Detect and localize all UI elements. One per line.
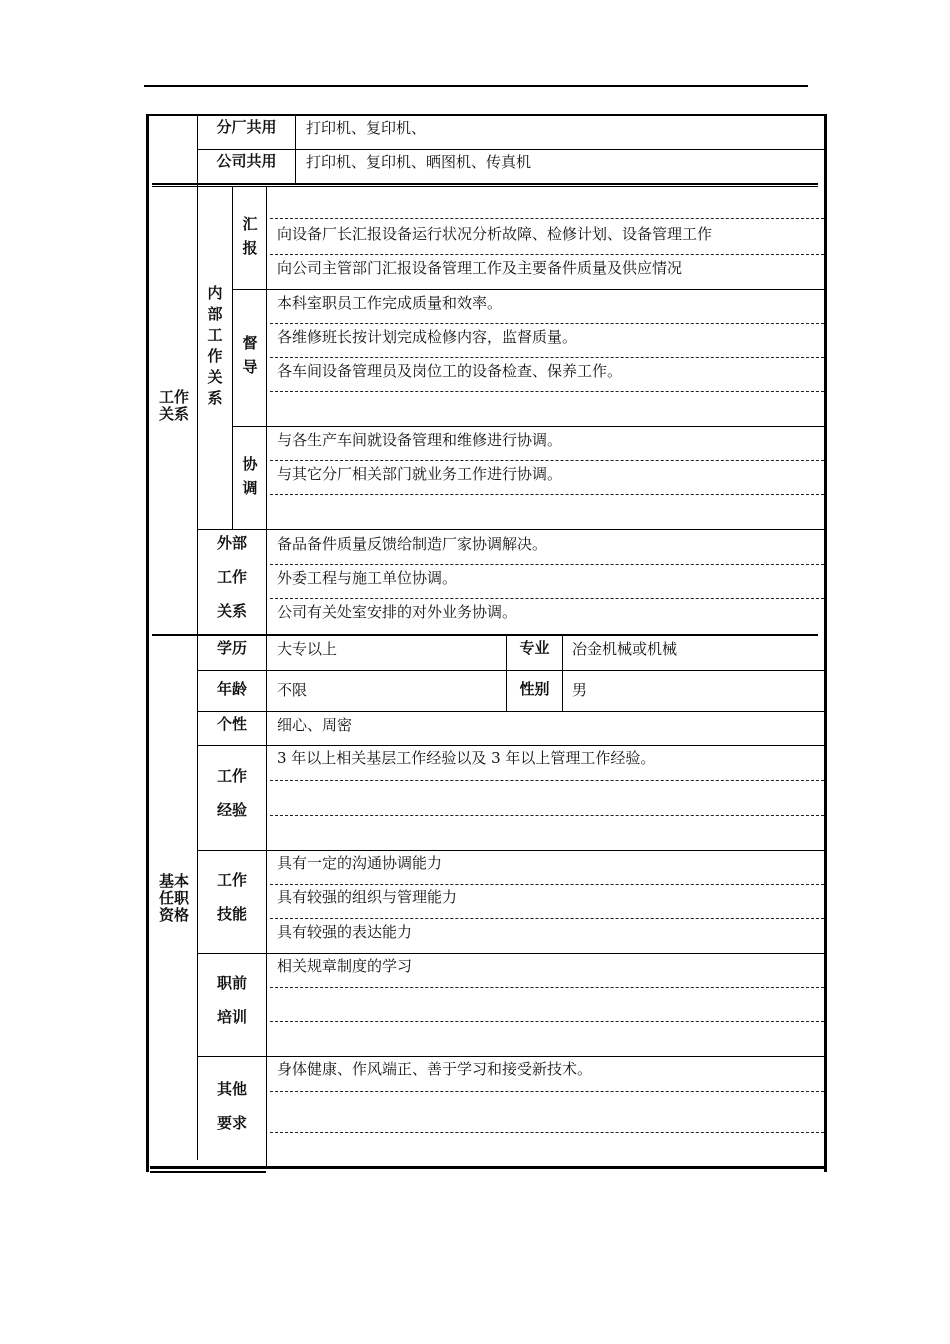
other-label-2: 要求 (216, 1114, 247, 1132)
coordinate-item-2: 与其它分厂相关部门就业务工作进行协调。 (277, 465, 563, 483)
dashed-line (270, 987, 824, 988)
relations-text-divider (266, 187, 267, 637)
external-item-2: 外委工程与施工单位协调。 (277, 569, 458, 587)
dashed-line (270, 391, 824, 392)
skills-row-bottom (197, 953, 825, 954)
education-label: 学历 (216, 639, 247, 657)
branch-shared-label: 分厂共用 (216, 118, 277, 136)
section-divider-1 (152, 183, 818, 185)
equip-row-line (197, 149, 825, 150)
report-item-1: 向设备厂长汇报设备运行状况分析故障、检修计划、设备管理工作 (277, 225, 713, 243)
supervise-bottom (233, 426, 825, 427)
external-label-3: 关系 (216, 602, 247, 620)
qual-text-divider (266, 636, 267, 1166)
internal-relations-label: 内 部 工 作 关 系 (207, 284, 223, 407)
qualifications-label: 基本 任职 资格 (158, 872, 189, 924)
company-shared-value: 打印机、复印机、晒图机、传真机 (306, 153, 532, 171)
supervise-label: 督 导 (242, 334, 258, 376)
age-value: 不限 (277, 681, 308, 699)
major-value: 冶金机械或机械 (572, 640, 678, 658)
dashed-line (270, 1091, 824, 1092)
edu-mid-divider-2 (562, 636, 563, 712)
skills-item-3: 具有较强的表达能力 (277, 923, 413, 941)
company-shared-label: 公司共用 (216, 152, 277, 170)
skills-item-1: 具有一定的沟通协调能力 (277, 854, 443, 872)
skills-item-2: 具有较强的组织与管理能力 (277, 888, 458, 906)
dashed-line (270, 254, 824, 255)
external-label-1: 外部 (216, 534, 247, 552)
training-row-bottom (197, 1056, 825, 1057)
personality-value: 细心、周密 (277, 716, 353, 734)
experience-label-2: 经验 (216, 801, 247, 819)
major-label: 专业 (519, 639, 550, 657)
training-item-1: 相关规章制度的学习 (277, 957, 413, 975)
gender-label: 性别 (519, 680, 550, 698)
work-relations-label: 工作 关系 (158, 388, 189, 423)
dashed-line (270, 780, 824, 781)
equip-divider (295, 116, 296, 184)
external-label-2: 工作 (216, 568, 247, 586)
dashed-line (270, 1021, 824, 1022)
dashed-line (270, 884, 824, 885)
header-rule (144, 85, 808, 87)
dashed-line (270, 460, 824, 461)
report-item-2: 向公司主管部门汇报设备管理工作及主要备件质量及供应情况 (277, 259, 683, 277)
internal-bottom (197, 529, 825, 530)
dashed-line (270, 218, 824, 219)
dashed-line (270, 598, 824, 599)
dashed-line (270, 323, 824, 324)
report-label: 汇 报 (242, 215, 258, 257)
personality-row-bottom (197, 745, 825, 746)
section-divider-2 (152, 634, 818, 636)
col1-divider (197, 114, 198, 1160)
branch-shared-value: 打印机、复印机、 (306, 119, 427, 137)
dashed-line (270, 815, 824, 816)
edu-row-bottom (197, 670, 825, 671)
internal-col-divider (232, 187, 233, 530)
report-bottom (233, 289, 825, 290)
other-item-1: 身体健康、作风端正、善于学习和接受新技术。 (277, 1060, 593, 1078)
table-top-border (146, 114, 827, 116)
table-bottom-border (150, 1166, 827, 1169)
external-item-1: 备品备件质量反馈给制造厂家协调解决。 (277, 535, 548, 553)
skills-label-2: 技能 (216, 905, 247, 923)
table-right-border (824, 114, 827, 1172)
dashed-line (270, 494, 824, 495)
table-bottom-stub (150, 1171, 266, 1173)
experience-label-1: 工作 (216, 767, 247, 785)
table-left-border (146, 114, 149, 1172)
experience-row-bottom (197, 850, 825, 851)
supervise-item-3: 各车间设备管理员及岗位工的设备检查、保养工作。 (277, 362, 623, 380)
experience-item-1: 3 年以上相关基层工作经验以及 3 年以上管理工作经验。 (277, 749, 656, 767)
age-row-bottom (197, 711, 825, 712)
dashed-line (270, 918, 824, 919)
training-label-2: 培训 (216, 1008, 247, 1026)
skills-label-1: 工作 (216, 871, 247, 889)
section-divider-1b (152, 186, 818, 187)
dashed-line (270, 564, 824, 565)
dashed-line (270, 1132, 824, 1133)
other-label-1: 其他 (216, 1080, 247, 1098)
coordinate-item-1: 与各生产车间就设备管理和维修进行协调。 (277, 431, 563, 449)
training-label-1: 职前 (216, 974, 247, 992)
gender-value: 男 (572, 681, 588, 699)
coordinate-label: 协 调 (242, 455, 258, 497)
education-value: 大专以上 (277, 640, 338, 658)
supervise-item-2: 各维修班长按计划完成检修内容，监督质量。 (277, 328, 578, 346)
dashed-line (270, 357, 824, 358)
supervise-item-1: 本科室职员工作完成质量和效率。 (277, 294, 503, 312)
age-label: 年龄 (216, 680, 247, 698)
external-item-3: 公司有关处室安排的对外业务协调。 (277, 603, 518, 621)
personality-label: 个性 (216, 715, 247, 733)
